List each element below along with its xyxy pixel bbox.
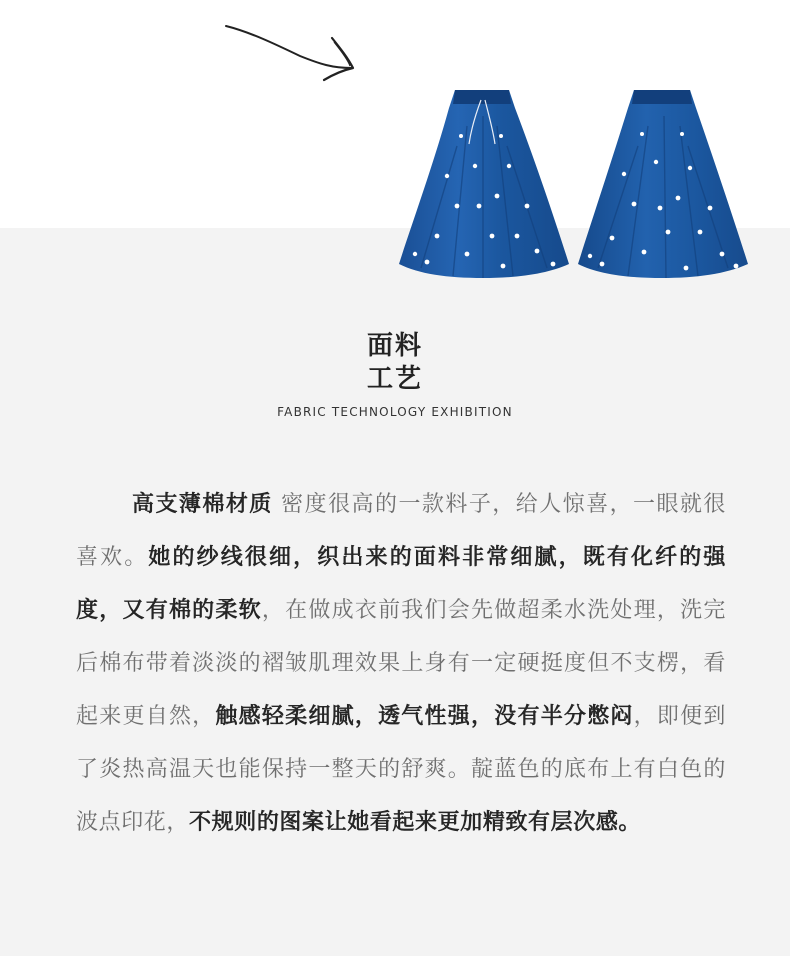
page-title-line1: 面料 (366, 331, 423, 361)
highlight-touch: 触感轻柔细腻，透气性强，没有半分憋闷 (215, 704, 634, 729)
highlight-material: 高支薄棉材质 (132, 492, 273, 517)
highlight-pattern: 不规则的图案让她看起来更加精致有层次感。 (189, 810, 642, 835)
skirt-image-right (576, 86, 748, 282)
page-title-line2: 工艺 (366, 364, 423, 394)
text-segment: 密度很高的一款料子，给人惊喜，一眼就很喜欢。 (76, 492, 726, 570)
description-paragraph (76, 478, 726, 849)
skirt-image-left (397, 86, 569, 282)
highlight-yarn: 她的纱线很细，织出来的面料非常细腻，既有化纤的强度，又有棉的柔软 (76, 545, 726, 623)
text-segment: ，在做成衣前我们会先做超柔水洗处理，洗完后棉布带着淡淡的褶皱肌理效果上身有一定硬挺度但不支楞，看起来更自然， (76, 598, 726, 729)
hand-drawn-arrow-icon (220, 18, 360, 88)
text-segment: ，即便到了炎热高温天也能保持一整天的舒爽。靛蓝色的底布上有白色的波点印花， (76, 704, 726, 835)
page-subtitle: FABRIC TECHNOLOGY EXHIBITION (277, 405, 513, 419)
